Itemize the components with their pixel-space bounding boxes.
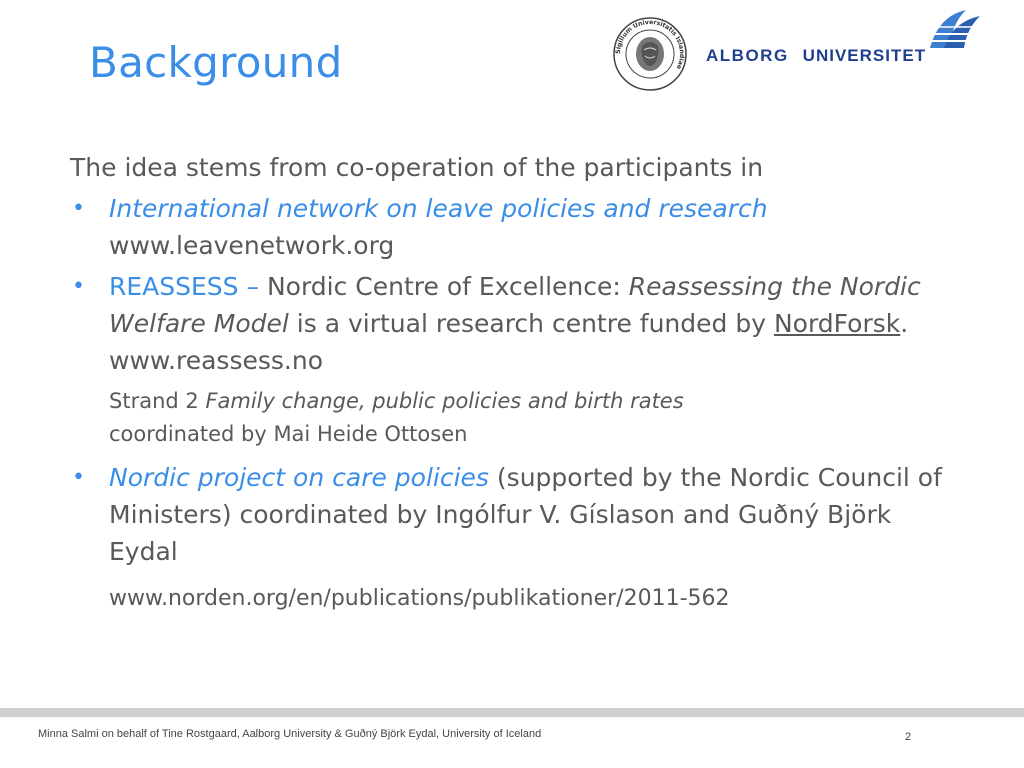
footer-divider [0, 708, 1024, 717]
reassess-text-b: is a virtual research centre funded by [296, 309, 767, 338]
bullet-dot: • [72, 274, 85, 299]
svg-text:Sigillum Universitatis Islandi: Sigillum Universitatis Islandiae [614, 18, 686, 71]
bullet-care-policies [70, 459, 950, 570]
bullet-dot: • [72, 465, 85, 490]
reassess-text-a: Nordic Centre of Excellence: [266, 272, 621, 301]
strand-2-note [70, 385, 950, 451]
reassess-name: REASSESS – [109, 272, 259, 301]
aalborg-logo-word-2: UNIVERSITET [802, 46, 927, 65]
footer-credit: Minna Salmi on behalf of Tine Rostgaard, Aalborg University & Guðný Björk Eydal, University of Iceland [38, 728, 542, 740]
strand-label: Strand 2 [109, 389, 199, 413]
page-number: 2 [905, 731, 912, 743]
strand-title: Family change, public policies and birth rates [205, 389, 684, 413]
aalborg-universitet-logo [706, 8, 1002, 72]
slide-body [70, 150, 950, 616]
aalborg-logo-word-1: ALBORG [706, 46, 789, 65]
bullet-leave-network [70, 190, 950, 264]
leave-network-url[interactable]: www.leavenetwork.org [109, 231, 395, 260]
care-policies-text: (supported by the Nordic Council of Ministers) coordinated by Ingólfur V. Gíslason and Guðný Björk Eydal [109, 463, 942, 566]
reassess-text-c[interactable]: . www.reassess.no [109, 309, 909, 375]
nordforsk-link[interactable]: NordForsk [773, 309, 901, 338]
leave-network-title: International network on leave policies and research [109, 194, 768, 223]
strand-coordinator: coordinated by Mai Heide Ottosen [109, 422, 468, 446]
bullet-reassess [70, 268, 950, 379]
university-of-iceland-seal-logo [612, 16, 688, 92]
intro-text: The idea stems from co-operation of the participants in [70, 153, 764, 182]
norden-url[interactable]: www.norden.org/en/publications/publikationer/2011-562 [109, 586, 730, 611]
reassess-italic-a: Reassessing the Nordic Welfare Model [109, 272, 921, 338]
care-policies-title: Nordic project on care policies [109, 463, 489, 492]
slide-title: Background [89, 38, 343, 87]
aalborg-wave-icon [926, 8, 984, 50]
bullet-dot: • [72, 196, 85, 221]
